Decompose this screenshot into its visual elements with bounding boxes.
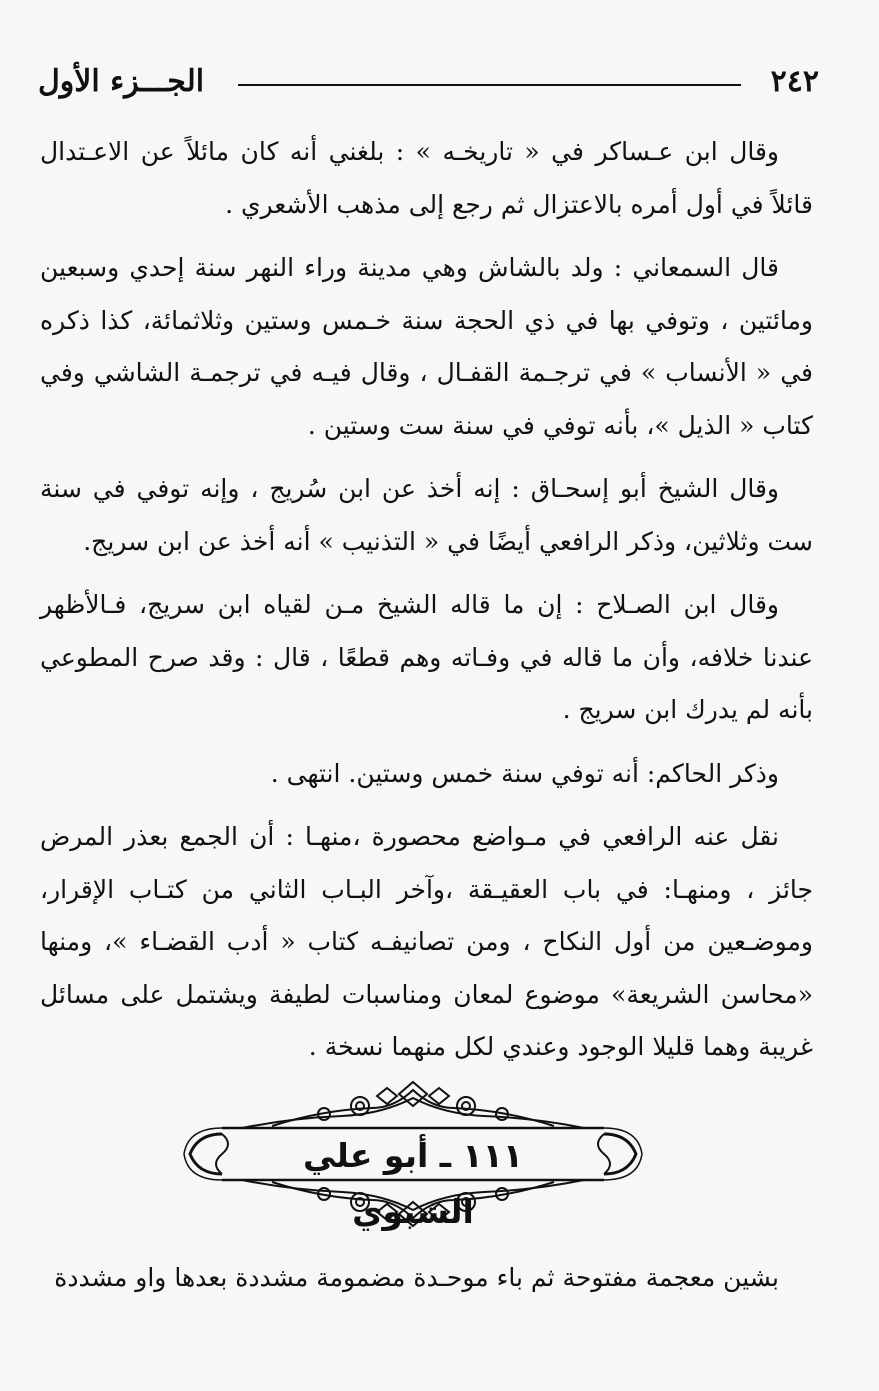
- header-rule: [238, 84, 741, 86]
- entry-title: ١١١ ـ أبو علي الشبوي: [303, 1136, 523, 1231]
- body-text: [40, 126, 813, 1085]
- paragraph: وقال الشيخ أبو إسحـاق : إنه أخذ عن ابن سُريج ، وإنه توفي في سنة ست وثلاثين، وذكر الرافعي أيضًا في « التذنيب » أنه أخذ عن ابن سريج.: [40, 474, 813, 556]
- running-title: الجـــزء الأول: [38, 64, 205, 99]
- paragraph: وذكر الحاكم: أنه توفي سنة خمس وستين. انتهى .: [270, 758, 779, 788]
- paragraph: بشين معجمة مفتوحة ثم باء موحـدة مضمومة مشددة بعدها واو مشددة: [54, 1263, 779, 1292]
- page-number: ٢٤٢: [770, 64, 819, 99]
- paragraph: قال السمعاني : ولد بالشاش وهي مدينة وراء النهر سنة إحدي وسبعين ومائتين ، وتوفي بها في ذي الحجة سنة خـمس وستين وثلاثمائة، كذا ذكره في « الأنساب » في ترجـمة القفـال ، وقال فيـه في ترجمـة الشاشي وفي كتاب « الذيل »، بأنه توفي في سنة ست وستين .: [40, 253, 813, 440]
- paragraph: نقل عنه الرافعي في مـواضع محصورة ،منهـا : أن الجمع بعذر المرض جائز ، ومنهـا: في باب العقيـقة ،وآخر البـاب الثاني من كتـاب الإقرار، وموضـعين من أول النكاح ، ومن تصانيفـه كتاب « أدب القضـاء »، ومنها «محاسن الشريعة» موضوع لمعان ومناسبات لطيفة ويشتمل على مسائل غريبة وهما قليلا الوجود وعندي لكل منهما نسخة .: [40, 822, 813, 1061]
- paragraph: وقال ابن عـساكر في « تاريخـه » : بلغني أنه كان مائلاً عن الاعـتدال قائلاً في أول أمره بالاعتزال ثم رجع إلى مذهب الأشعري .: [40, 137, 813, 219]
- page-header: [38, 62, 819, 102]
- paragraph: وقال ابن الصـلاح : إن ما قاله الشيخ مـن لقياه ابن سريج، فـالأظهر عندنا خلافه، وأن ما قاله في وفـاته وهم قطعًا ، قال : وقد صرح المطوعي بأنه لم يدرك ابن سريج .: [40, 590, 813, 724]
